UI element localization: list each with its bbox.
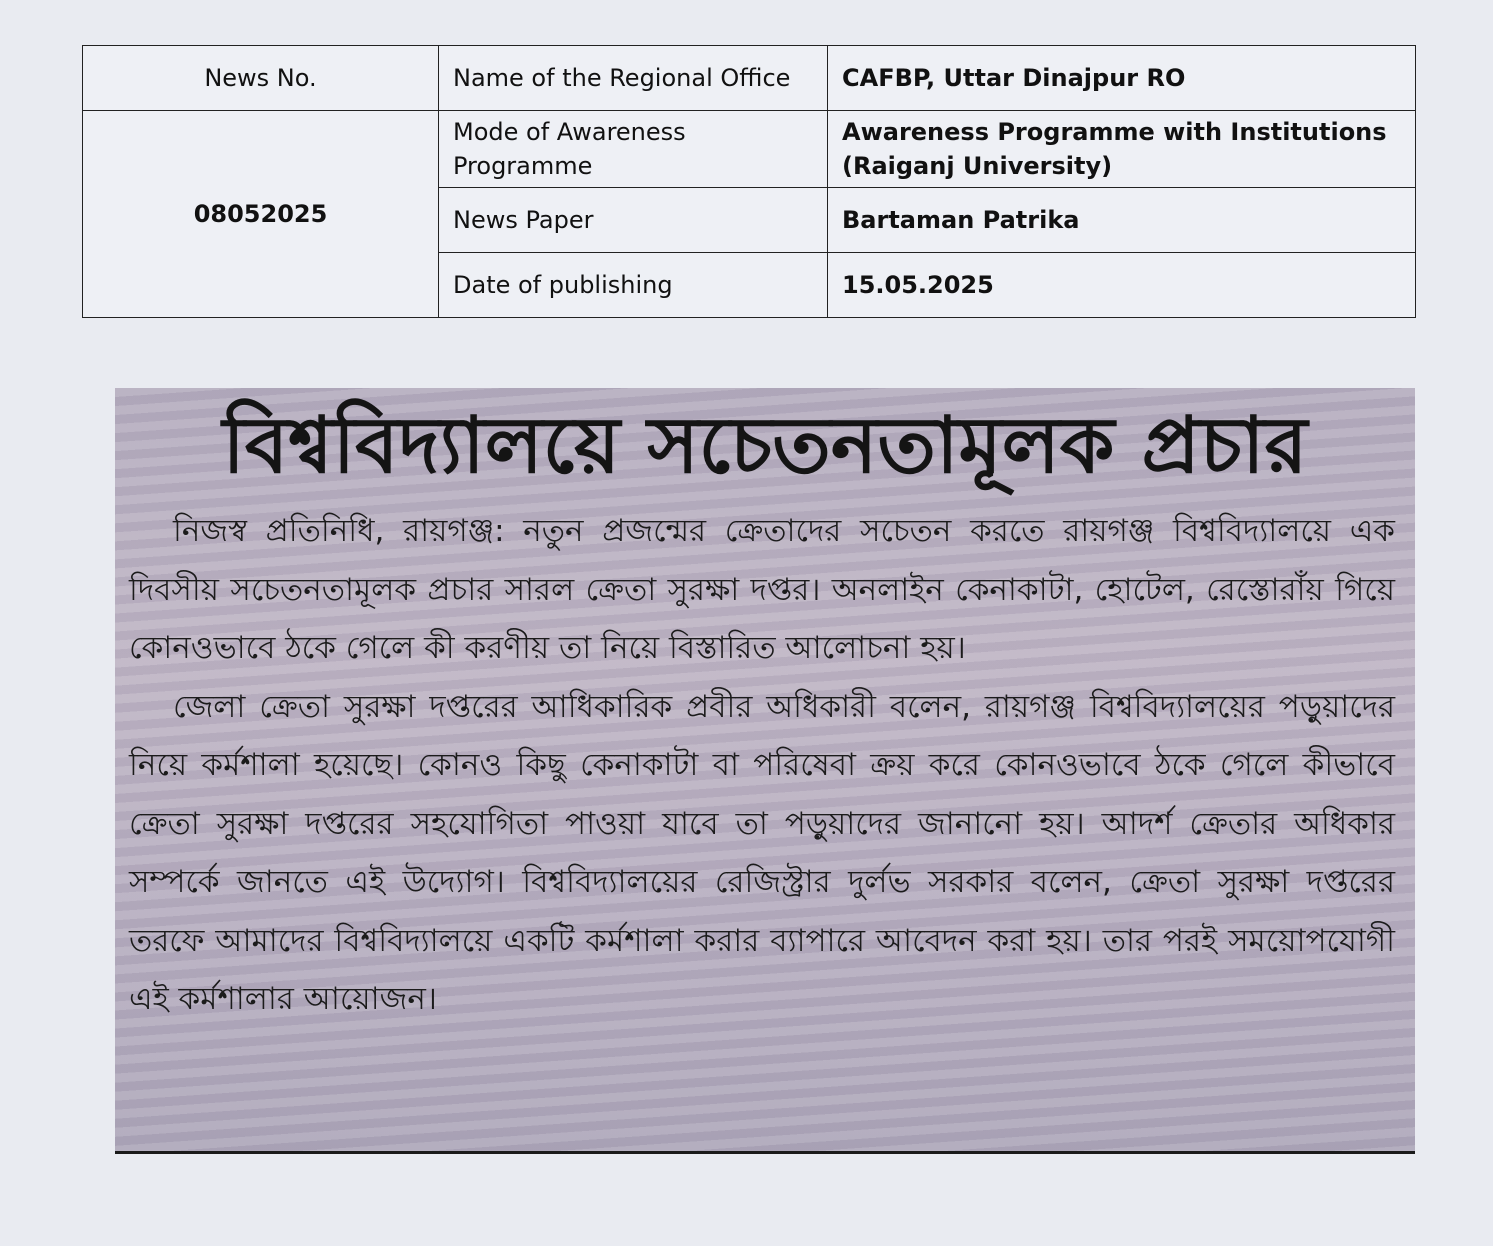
news-info-table	[82, 45, 1416, 318]
regional-office-value: CAFBP, Uttar Dinajpur RO	[828, 46, 1416, 111]
clipping-paragraph-2: জেলা ক্রেতা সুরক্ষা দপ্তরের আধিকারিক প্রবীর অধিকারী বলেন, রায়গঞ্জ বিশ্ববিদ্যালয়ের পড়ুয়াদের নিয়ে কর্মশালা হয়েছে। কোনও কিছু কেনাকাটা বা পরিষেবা ক্রয় করে কোনওভাবে ঠকে গেলে কীভাবে ক্রেতা সুরক্ষা দপ্তরের সহযোগিতা পাওয়া যাবে তা পড়ুয়াদের জানানো হয়। আদর্শ ক্রেতার অধিকার সম্পর্কে জানতে এই উদ্যোগ। বিশ্ববিদ্যালয়ের রেজিস্ট্রার দুর্লভ সরকার বলেন, ক্রেতা সুরক্ষা দপ্তরের তরফে আমাদের বিশ্ববিদ্যালয়ে একটি কর্মশালা করার ব্যাপারে আবেদন করা হয়। তার পরই সময়োপযোগী এই কর্মশালার আয়োজন।	[129, 688, 1395, 1017]
news-paper-value: Bartaman Patrika	[828, 188, 1416, 253]
clipping-paragraph-1: নিজস্ব প্রতিনিধি, রায়গঞ্জ: নতুন প্রজন্মের ক্রেতাদের সচেতন করতে রায়গঞ্জ বিশ্ববিদ্যালয়ে এক দিবসীয় সচেতনতামূলক প্রচার সারল ক্রেতা সুরক্ষা দপ্তর। অনলাইন কেনাকাটা, হোটেল, রেস্তোরাঁয় গিয়ে কোনওভাবে ঠকে গেলে কী করণীয় তা নিয়ে বিস্তারিত আলোচনা হয়।	[129, 513, 1395, 666]
news-no-label: News No.	[83, 46, 439, 111]
publish-date-label: Date of publishing	[439, 253, 828, 318]
newspaper-clipping	[115, 388, 1415, 1154]
news-paper-label: News Paper	[439, 188, 828, 253]
awareness-mode-label: Mode of Awareness Programme	[439, 111, 828, 188]
publish-date-value: 15.05.2025	[828, 253, 1416, 318]
clipping-headline: বিশ্ববিদ্যালয়ে সচেতনতামূলক প্রচার	[222, 401, 1308, 491]
awareness-mode-value: Awareness Programme with Institutions (Raiganj University)	[828, 111, 1416, 188]
regional-office-label: Name of the Regional Office	[439, 46, 828, 111]
news-no-value: 08052025	[83, 111, 439, 318]
clipping-body	[115, 502, 1415, 1029]
table-row	[83, 111, 1416, 188]
table-row	[83, 46, 1416, 111]
